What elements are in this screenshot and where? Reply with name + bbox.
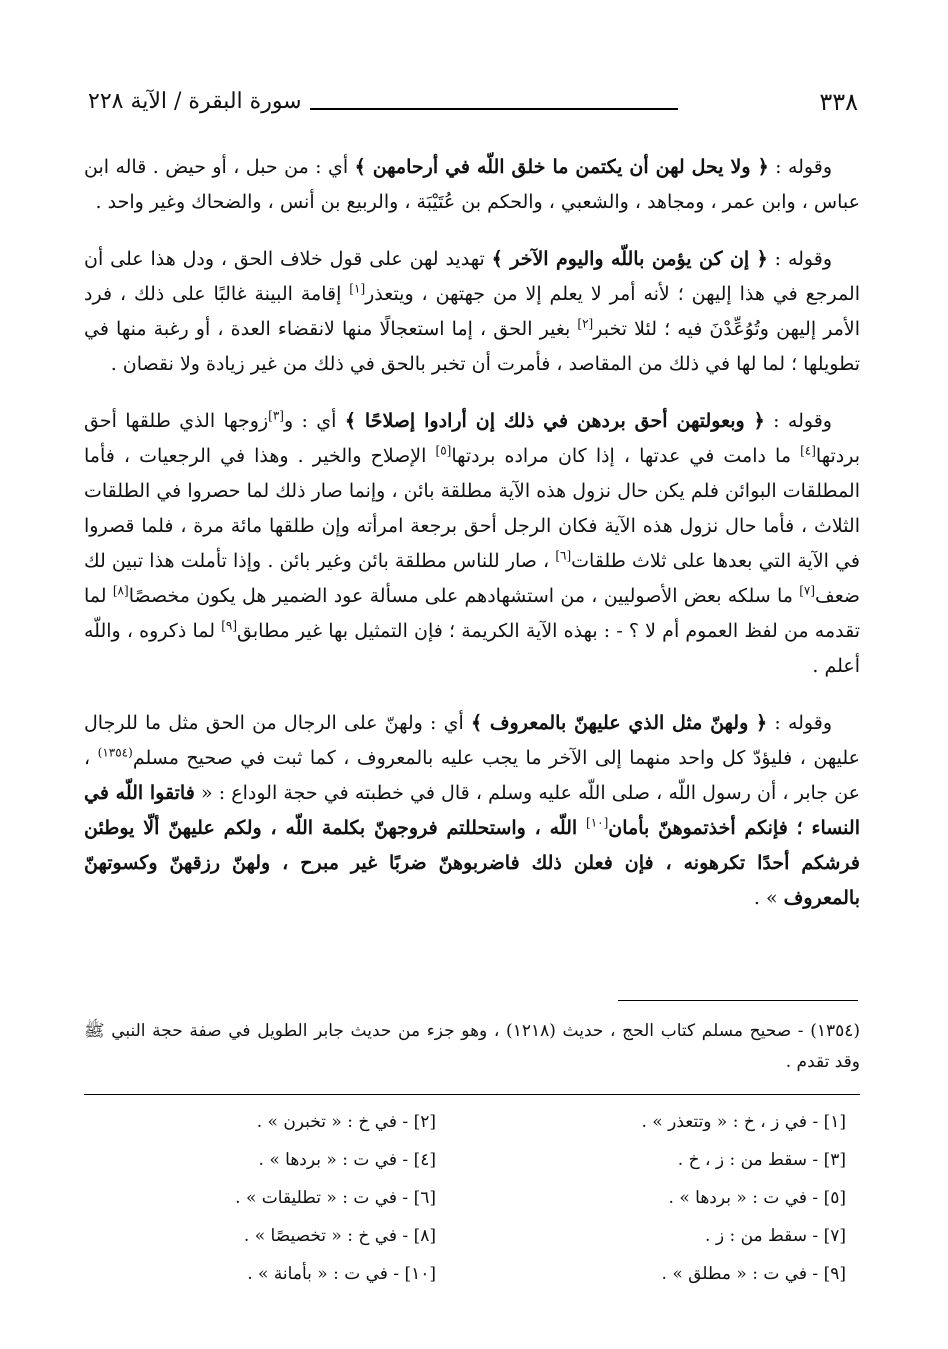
variant-note-3: [٣] - سقط من : ز ، خ .: [677, 1150, 846, 1170]
paragraph-text: تهديد لهن على قول خلاف الحق ، ودل هذا على أن المرجع في هذا إليهن ؛ لأنه أمر لا يعلم إلا من جهتهن ، ويتعذر: [84, 248, 860, 305]
variant-marker: [٩]: [221, 618, 238, 633]
variant-marker: [٨]: [112, 583, 129, 598]
page-number: ٣٣٨: [819, 88, 858, 116]
variant-note-6: [٦] - في ت : « تطليقات » .: [235, 1188, 436, 1208]
paragraph-text: ما سلكه بعض الأصوليين ، من استشهادهم على مسألة عود الضمير هل يكون مخصصًا: [128, 585, 800, 607]
paragraph-text: ، عن جابر ، أن رسول اللّه ، صلى اللّه عليه وسلم ، قال في خطبته في حجة الوداع : «: [84, 747, 860, 804]
paragraph-1: [84, 150, 860, 220]
paragraph-text: الإصلاح والخير . وهذا في الرجعيات ، فأما المطلقات البوائن فلم يكن حال نزول هذه الآية مطلقة بائن ، وإنما صار ذلك لما حصروا في الطلقات الثلاث ، فأما حال نزول هذه الآية فكان الرجل أحق برجعة امرأته وإن طلقها مائة مرة ، فلما قصروا في الآية التي بعدها على ثلاث طلقات: [84, 445, 860, 572]
paragraph-2: [84, 242, 860, 382]
paragraph-4: [84, 706, 860, 916]
hadith-text: اللّه ، واستحللتم فروجهنّ بكلمة اللّه ، ولكم عليهنّ ألّا يوطئن فرشكم أحدًا تكرهونه ، فإن فعلن ذلك فاضربوهنّ ضربًا غير مبرح ، ولهنّ رزقهنّ وكسوتهنّ بالمعروف: [84, 817, 860, 909]
paragraph-text: ، صار للناس مطلقة بائن وغير بائن . وإذا تأملت هذا تبين لك ضعف: [84, 550, 861, 607]
variant-marker: [١]: [349, 281, 366, 296]
variants-divider: [84, 1094, 860, 1095]
running-title: سورة البقرة / الآية ٢٢٨: [88, 89, 302, 114]
paragraph-lead: وقوله :: [768, 156, 833, 178]
hadith-text: فاتقوا اللّه في النساء ؛ فإنكم أخذتموهنّ بأمان: [84, 782, 860, 839]
quran-quote: ﴿ ولهنّ مثل الذي عليهنّ بالمعروف ﴾: [470, 712, 768, 734]
variant-note-9: [٩] - في ت : « مطلق » .: [661, 1264, 846, 1284]
paragraph-text: لما تقدمه من لفظ العموم أم لا ؟ - : بهذه الآية الكريمة ؛ فإن التمثيل بها غير مطابق: [84, 585, 860, 642]
footnote-divider: [618, 1000, 858, 1001]
main-text: [84, 150, 860, 938]
paragraph-text: بغير الحق ، إما استعجالًا منها لانقضاء العدة ، أو رغبة منها في تطويلها ؛ لما لها في ذلك من المقاصد ، فأمرت أن تخبر بالحق في ذلك من غير زيادة ولا نقصان .: [84, 318, 860, 375]
paragraph-text: » .: [753, 887, 784, 909]
variant-note-5: [٥] - في ت : « بردها » .: [668, 1188, 846, 1208]
variant-note-1: [١] - في ز ، خ : « وتتعذر » .: [641, 1112, 846, 1132]
paragraph-text: لما ذكروه ، واللّه أعلم .: [84, 620, 860, 677]
variant-marker: [٤]: [800, 443, 816, 458]
variant-note-10: [١٠] - في ت : « بأمانة » .: [247, 1264, 436, 1284]
paragraph-text: إقامة البينة غالبًا على ذلك ، فرد الأمر إليهن وتُوُعِّدْنَ فيه ؛ لئلا تخبر: [84, 283, 861, 340]
paragraph-text: أي : من حبل ، أو حيض . قاله ابن عباس ، وابن عمر ، ومجاهد ، والشعبي ، والحكم بن عُتَيْبَة ، والربيع بن أنس ، والضحاك وغير واحد .: [84, 156, 860, 213]
paragraph-text: أي : ولهنّ على الرجال من الحق مثل ما للرجال عليهن ، فليؤدّ كل واحد منهما إلى الآخر ما يجب عليه بالمعروف ، كما ثبت في صحيح مسلم: [84, 712, 861, 769]
variant-note-4: [٤] - في ت : « بردها » .: [258, 1150, 436, 1170]
variant-marker: [٦]: [555, 548, 572, 563]
quran-quote: ﴿ إن كن يؤمن باللّه واليوم الآخر ﴾: [491, 248, 768, 270]
header-divider: [310, 108, 678, 110]
variant-marker: [١٠]: [586, 815, 609, 830]
quran-quote: ﴿ وبعولتهن أحق بردهن في ذلك إن أرادوا إصلاحًا ﴾: [344, 410, 765, 432]
paragraph-lead: وقوله :: [767, 248, 833, 270]
paragraph-3: [84, 404, 860, 684]
variant-marker: [٢]: [577, 316, 594, 331]
variant-marker: [٧]: [799, 583, 816, 598]
paragraph-lead: وقوله :: [767, 712, 832, 734]
variant-marker: [٣]: [268, 408, 284, 423]
footnote-marker: (١٣٥٤): [97, 745, 133, 760]
variant-note-8: [٨] - في خ : « تخصيصًا » .: [243, 1226, 436, 1246]
paragraph-text: زوجها الذي طلقها أحق بردتها: [84, 410, 860, 467]
paragraph-text: ما دامت في عدتها ، إذا كان مراده بردتها: [451, 445, 801, 467]
variant-marker: [٥]: [435, 443, 452, 458]
page-header: [88, 86, 858, 126]
paragraph-lead: وقوله :: [764, 410, 832, 432]
variant-note-2: [٢] - في خ : « تخبرن » .: [256, 1112, 436, 1132]
quran-quote: ﴿ ولا يحل لهن أن يكتمن ما خلق اللّه في أرحامهن ﴾: [354, 156, 769, 178]
paragraph-text: أي : و: [283, 410, 345, 432]
variant-note-7: [٧] - سقط من : ز .: [705, 1226, 846, 1246]
footnote-1354: (١٣٥٤) - صحيح مسلم كتاب الحج ، حديث (١٢١٨) ، وهو جزء من حديث جابر الطويل في صفة حجة النبي ﷺ وقد تقدم .: [84, 1021, 860, 1072]
